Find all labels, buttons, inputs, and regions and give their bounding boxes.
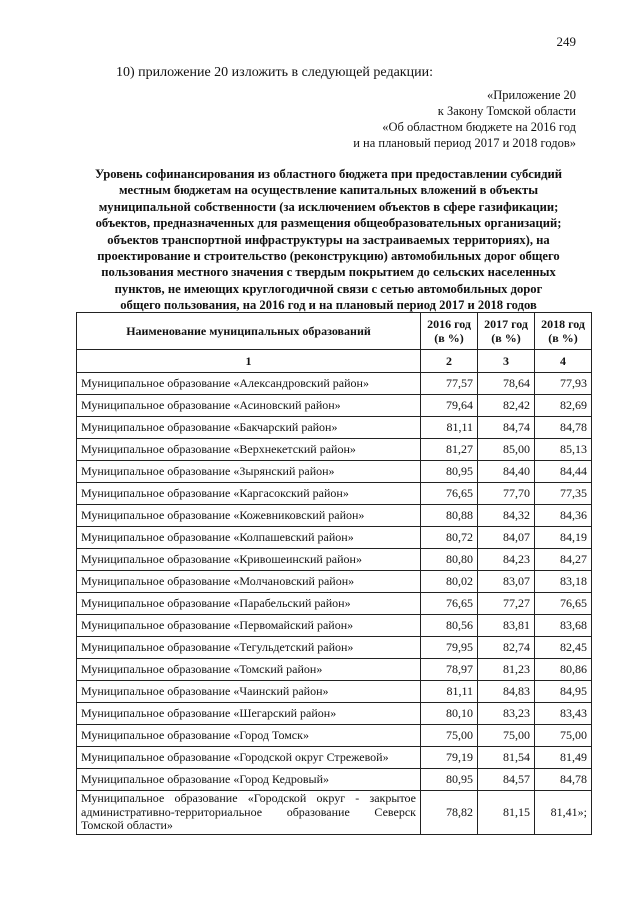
municipality-name-cell: Муниципальное образование «Тегульдетский район» [77, 637, 421, 659]
table-row [77, 417, 592, 439]
municipality-name-cell: Муниципальное образование «Бакчарский район» [77, 417, 421, 439]
table-body [77, 373, 592, 835]
value-2017-cell: 84,57 [478, 769, 535, 791]
appendix-line: «Приложение 20 [487, 88, 576, 102]
value-2016-cell: 79,95 [421, 637, 478, 659]
value-2017-cell: 84,74 [478, 417, 535, 439]
value-2017-cell: 84,23 [478, 549, 535, 571]
table-row [77, 747, 592, 769]
title-line: общего пользования, на 2016 год и на плановый период 2017 и 2018 годов [120, 298, 537, 313]
table-row [77, 703, 592, 725]
table-row [77, 527, 592, 549]
table-row [77, 461, 592, 483]
value-2016-cell: 80,95 [421, 461, 478, 483]
value-2016-cell: 77,57 [421, 373, 478, 395]
document-title [76, 166, 581, 314]
value-2016-cell: 80,10 [421, 703, 478, 725]
municipality-name-cell: Муниципальное образование «Каргасокский район» [77, 483, 421, 505]
value-2017-cell: 77,27 [478, 593, 535, 615]
value-2017-cell: 78,64 [478, 373, 535, 395]
table-row [77, 395, 592, 417]
value-2016-cell: 76,65 [421, 483, 478, 505]
table-row [77, 791, 592, 835]
value-2017-cell: 84,83 [478, 681, 535, 703]
value-2018-cell: 84,95 [535, 681, 592, 703]
value-2017-cell: 82,42 [478, 395, 535, 417]
value-2016-cell: 75,00 [421, 725, 478, 747]
value-2018-cell: 75,00 [535, 725, 592, 747]
municipality-name-cell: Муниципальное образование «Городской округ - закрытое административно-территориальное образование Северск Томской области» [77, 791, 421, 835]
value-2017-cell: 85,00 [478, 439, 535, 461]
value-2016-cell: 78,82 [421, 791, 478, 835]
table-row [77, 549, 592, 571]
value-2016-cell: 80,56 [421, 615, 478, 637]
municipality-name-cell: Муниципальное образование «Томский район» [77, 659, 421, 681]
appendix-line: к Закону Томской области [437, 104, 576, 118]
table-row [77, 637, 592, 659]
value-2017-cell: 84,32 [478, 505, 535, 527]
municipality-name-cell: Муниципальное образование «Городской округ Стрежевой» [77, 747, 421, 769]
table-row [77, 615, 592, 637]
cofinancing-table [76, 312, 592, 835]
table-row [77, 571, 592, 593]
municipality-name-cell: Муниципальное образование «Город Томск» [77, 725, 421, 747]
municipality-name-cell: Муниципальное образование «Зырянский район» [77, 461, 421, 483]
municipality-name-cell: Муниципальное образование «Верхнекетский район» [77, 439, 421, 461]
municipality-name-cell: Муниципальное образование «Александровский район» [77, 373, 421, 395]
value-2018-cell: 84,44 [535, 461, 592, 483]
value-2018-cell: 83,68 [535, 615, 592, 637]
appendix-line: «Об областном бюджете на 2016 год [382, 120, 576, 134]
value-2016-cell: 78,97 [421, 659, 478, 681]
value-2018-cell: 77,35 [535, 483, 592, 505]
value-2018-cell: 84,78 [535, 417, 592, 439]
value-2018-cell: 82,45 [535, 637, 592, 659]
value-2017-cell: 81,15 [478, 791, 535, 835]
title-line: пунктов, не имеющих круглогодичной связи с сетью автомобильных дорог [114, 281, 543, 296]
value-2016-cell: 81,11 [421, 417, 478, 439]
value-2017-cell: 81,54 [478, 747, 535, 769]
table-row [77, 505, 592, 527]
municipality-name-cell: Муниципальное образование «Город Кедровый» [77, 769, 421, 791]
value-2018-cell: 85,13 [535, 439, 592, 461]
value-2016-cell: 80,02 [421, 571, 478, 593]
value-2017-cell: 81,23 [478, 659, 535, 681]
value-2017-cell: 83,81 [478, 615, 535, 637]
value-2018-cell: 81,41»; [535, 791, 592, 835]
value-2017-cell: 82,74 [478, 637, 535, 659]
municipality-name-cell: Муниципальное образование «Парабельский район» [77, 593, 421, 615]
column-number: 3 [478, 350, 535, 373]
table-row [77, 681, 592, 703]
value-2017-cell: 77,70 [478, 483, 535, 505]
value-2016-cell: 80,72 [421, 527, 478, 549]
intro-text: 10) приложение 20 изложить в следующей редакции: [116, 65, 433, 80]
title-line: местным бюджетам на осуществление капитальных вложений в объекты [118, 183, 539, 198]
value-2017-cell: 83,23 [478, 703, 535, 725]
title-line: проектирование и строительство (реконструкцию) автомобильных дорог общего [97, 249, 560, 264]
column-number-row [77, 350, 592, 373]
appendix-line: и на плановый период 2017 и 2018 годов» [353, 136, 576, 150]
municipality-name-cell: Муниципальное образование «Чаинский район» [77, 681, 421, 703]
value-2018-cell: 84,78 [535, 769, 592, 791]
municipality-name-cell: Муниципальное образование «Асиновский район» [77, 395, 421, 417]
table-header-row [77, 313, 592, 350]
value-2016-cell: 80,88 [421, 505, 478, 527]
municipality-name-cell: Муниципальное образование «Молчановский район» [77, 571, 421, 593]
column-number: 1 [77, 350, 421, 373]
value-2017-cell: 75,00 [478, 725, 535, 747]
table-row [77, 725, 592, 747]
value-2016-cell: 80,95 [421, 769, 478, 791]
municipality-name-cell: Муниципальное образование «Первомайский район» [77, 615, 421, 637]
title-line: объектов транспортной инфраструктуры на застраиваемых территориях), на [107, 232, 550, 247]
value-2016-cell: 80,80 [421, 549, 478, 571]
title-line: объектов, предназначенных для размещения общеобразовательных организаций; [95, 216, 562, 231]
appendix-reference [353, 87, 576, 151]
header-2016: 2016 год (в %) [421, 313, 478, 350]
value-2016-cell: 81,11 [421, 681, 478, 703]
value-2018-cell: 83,43 [535, 703, 592, 725]
table-row [77, 483, 592, 505]
municipality-name-cell: Муниципальное образование «Кривошеинский район» [77, 549, 421, 571]
value-2018-cell: 84,36 [535, 505, 592, 527]
municipality-name-cell: Муниципальное образование «Кожевниковский район» [77, 505, 421, 527]
table-row [77, 593, 592, 615]
title-line: муниципальной собственности (за исключением объектов в сфере газификации; [98, 199, 559, 214]
table-row [77, 769, 592, 791]
table-row [77, 439, 592, 461]
column-number: 2 [421, 350, 478, 373]
value-2017-cell: 84,40 [478, 461, 535, 483]
value-2018-cell: 84,27 [535, 549, 592, 571]
table-row [77, 373, 592, 395]
value-2017-cell: 83,07 [478, 571, 535, 593]
table-row [77, 659, 592, 681]
page-number: 249 [556, 34, 576, 49]
value-2018-cell: 82,69 [535, 395, 592, 417]
column-number: 4 [535, 350, 592, 373]
municipality-name-cell: Муниципальное образование «Шегарский район» [77, 703, 421, 725]
value-2016-cell: 79,19 [421, 747, 478, 769]
value-2016-cell: 76,65 [421, 593, 478, 615]
value-2018-cell: 81,49 [535, 747, 592, 769]
value-2018-cell: 80,86 [535, 659, 592, 681]
header-2018: 2018 год (в %) [535, 313, 592, 350]
value-2018-cell: 83,18 [535, 571, 592, 593]
value-2016-cell: 81,27 [421, 439, 478, 461]
header-2017: 2017 год (в %) [478, 313, 535, 350]
header-municipality: Наименование муниципальных образований [77, 313, 421, 350]
value-2018-cell: 76,65 [535, 593, 592, 615]
title-line: Уровень софинансирования из областного бюджета при предоставлении субсидий [95, 167, 562, 181]
title-line: пользования местного значения с твердым покрытием до сельских населенных [101, 265, 556, 280]
value-2018-cell: 84,19 [535, 527, 592, 549]
municipality-name-cell: Муниципальное образование «Колпашевский район» [77, 527, 421, 549]
value-2018-cell: 77,93 [535, 373, 592, 395]
value-2016-cell: 79,64 [421, 395, 478, 417]
value-2017-cell: 84,07 [478, 527, 535, 549]
